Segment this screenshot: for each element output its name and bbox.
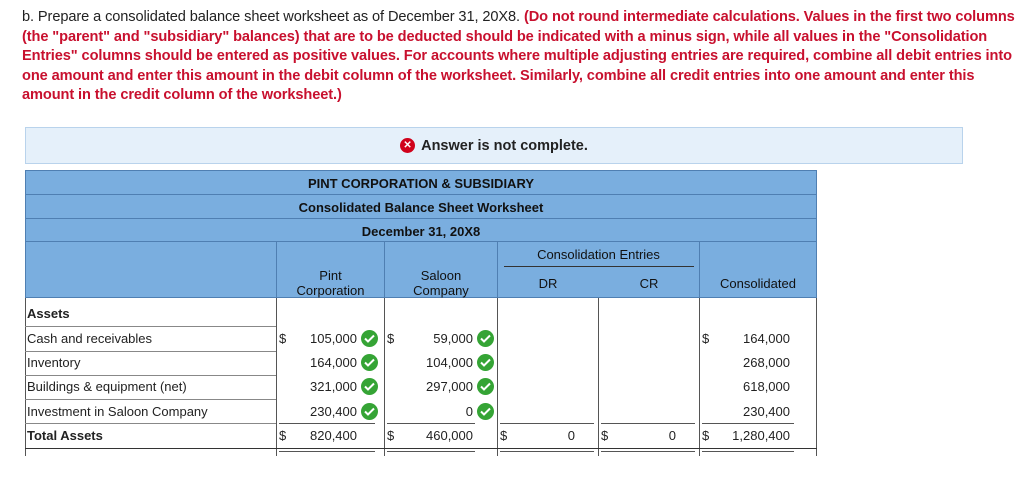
- table-row: [25, 400, 817, 424]
- consolidated-amount: 164,000: [743, 331, 790, 346]
- saloon-amount-input[interactable]: 59,000: [433, 331, 473, 346]
- entries-column-header: [497, 242, 699, 298]
- saloon-amount-input[interactable]: 0: [465, 404, 473, 419]
- saloon-header-line2: Company: [413, 283, 469, 298]
- table-row: [25, 351, 817, 375]
- correct-check-icon: [361, 354, 378, 371]
- pint-currency: $: [279, 428, 287, 443]
- correct-check-icon: [477, 354, 494, 371]
- pint-currency: $: [279, 331, 287, 346]
- error-x-icon: ✕: [400, 138, 415, 153]
- dr-header: DR: [538, 276, 558, 291]
- consolidated-amount: 230,400: [743, 404, 790, 419]
- cr-total: 0: [668, 428, 676, 443]
- instructions-plain: b. Prepare a consolidated balance sheet worksheet as of December 31, 20X8.: [22, 9, 524, 25]
- entries-header: Consolidation Entries: [537, 247, 660, 262]
- cr-currency: $: [601, 428, 609, 443]
- banner-text: Answer is not complete.: [421, 137, 588, 154]
- row-label: Cash and receivables: [27, 331, 153, 346]
- label-column-header: [25, 242, 276, 298]
- saloon-header-line1: Saloon: [420, 268, 462, 283]
- consolidated-currency: $: [702, 331, 710, 346]
- consolidated-total: 1,280,400: [732, 428, 790, 443]
- saloon-total: 460,000: [426, 428, 473, 443]
- correct-check-icon: [477, 403, 494, 420]
- table-row: [25, 375, 817, 399]
- pint-column-header: [276, 242, 384, 298]
- saloon-amount-input[interactable]: 104,000: [426, 355, 473, 370]
- company-name: PINT CORPORATION & SUBSIDIARY: [307, 176, 535, 191]
- saloon-currency: $: [387, 428, 395, 443]
- worksheet-title-block: [25, 170, 817, 242]
- assets-section-row: [25, 302, 817, 326]
- pint-total: 820,400: [310, 428, 357, 443]
- saloon-currency: $: [387, 331, 395, 346]
- saloon-amount-input[interactable]: 297,000: [426, 379, 473, 394]
- pint-amount-input[interactable]: 230,400: [310, 404, 357, 419]
- cr-header: CR: [639, 276, 659, 291]
- worksheet-title: Consolidated Balance Sheet Worksheet: [298, 200, 544, 215]
- assets-heading: Assets: [27, 306, 70, 321]
- row-label: Inventory: [27, 355, 81, 370]
- instructions: [22, 8, 1017, 106]
- dr-currency: $: [500, 428, 508, 443]
- row-label: Buildings & equipment (net): [27, 379, 187, 394]
- pint-header-line1: Pint: [319, 268, 342, 283]
- correct-check-icon: [477, 330, 494, 347]
- consolidated-amount: 618,000: [743, 379, 790, 394]
- correct-check-icon: [361, 403, 378, 420]
- consolidated-header: Consolidated: [720, 276, 796, 291]
- saloon-column-header: [384, 242, 497, 298]
- pint-header-line2: Corporation: [296, 283, 365, 298]
- correct-check-icon: [361, 378, 378, 395]
- pint-amount-input[interactable]: 321,000: [310, 379, 357, 394]
- total-row: [25, 424, 817, 448]
- row-label: Investment in Saloon Company: [27, 404, 208, 419]
- answer-status-banner: [25, 127, 963, 164]
- pint-amount-input[interactable]: 105,000: [310, 331, 357, 346]
- table-row: [25, 327, 817, 351]
- pint-amount-input[interactable]: 164,000: [310, 355, 357, 370]
- consolidated-amount: 268,000: [743, 355, 790, 370]
- worksheet-date: December 31, 20X8: [361, 224, 481, 239]
- total-label: Total Assets: [27, 428, 103, 443]
- instructions-bold: (Do not round intermediate calculations. Values in the first two columns (the "parent" and "subsidiary" balances) that are to be deducted should be indicated with a minus sign, while all values in the "Consolidation Entries" columns should be entered as positive values. For accounts where multiple adjusting entries are required, combine all debit entries into one amount and enter this amount in the debit column of the worksheet. Similarly, combine all credit entries into one amount and enter this amount in the credit column of the worksheet.): [22, 9, 1015, 103]
- correct-check-icon: [477, 378, 494, 395]
- dr-total: 0: [567, 428, 575, 443]
- correct-check-icon: [361, 330, 378, 347]
- consolidated-column-header: [699, 242, 817, 298]
- consolidated-currency: $: [702, 428, 710, 443]
